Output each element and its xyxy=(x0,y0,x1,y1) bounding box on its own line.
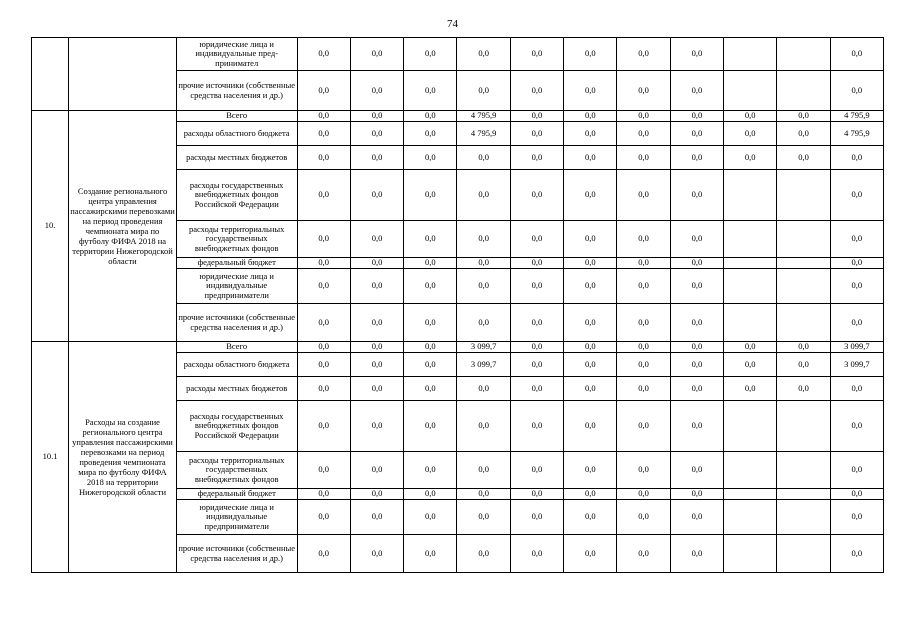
value-cell: 0,0 xyxy=(457,38,510,71)
value-cell: 0,0 xyxy=(724,342,777,353)
value-cell: 0,0 xyxy=(457,258,510,269)
value-cell: 0,0 xyxy=(670,377,723,401)
value-cell xyxy=(724,304,777,342)
value-cell: 0,0 xyxy=(564,221,617,258)
value-cell: 0,0 xyxy=(670,500,723,535)
value-cell xyxy=(724,170,777,221)
funding-source: расходы государственных внебюджетных фондов Российской Федерации xyxy=(176,401,297,452)
item-number xyxy=(32,38,69,111)
value-cell: 0,0 xyxy=(617,500,670,535)
value-cell: 0,0 xyxy=(350,342,403,353)
value-cell: 0,0 xyxy=(404,353,457,377)
value-cell: 4 795,9 xyxy=(457,122,510,146)
value-cell: 0,0 xyxy=(510,452,563,489)
value-cell: 0,0 xyxy=(510,146,563,170)
value-cell: 0,0 xyxy=(510,258,563,269)
value-cell: 0,0 xyxy=(350,71,403,111)
value-cell: 0,0 xyxy=(617,342,670,353)
value-cell: 0,0 xyxy=(724,353,777,377)
value-cell: 0,0 xyxy=(457,377,510,401)
value-cell: 0,0 xyxy=(777,377,830,401)
value-cell: 0,0 xyxy=(564,38,617,71)
value-cell: 0,0 xyxy=(350,535,403,573)
table-row xyxy=(32,342,884,353)
value-cell xyxy=(724,500,777,535)
value-cell: 0,0 xyxy=(350,401,403,452)
value-cell: 0,0 xyxy=(670,170,723,221)
value-cell: 0,0 xyxy=(350,221,403,258)
value-cell: 0,0 xyxy=(297,401,350,452)
value-cell: 0,0 xyxy=(404,304,457,342)
value-cell: 0,0 xyxy=(510,170,563,221)
value-cell: 0,0 xyxy=(457,452,510,489)
value-cell xyxy=(724,38,777,71)
value-cell: 0,0 xyxy=(830,38,883,71)
value-cell: 0,0 xyxy=(297,377,350,401)
value-cell: 0,0 xyxy=(617,170,670,221)
value-cell: 0,0 xyxy=(724,111,777,122)
value-cell xyxy=(777,401,830,452)
value-cell: 0,0 xyxy=(777,342,830,353)
value-cell: 0,0 xyxy=(564,500,617,535)
value-cell: 0,0 xyxy=(297,146,350,170)
value-cell: 0,0 xyxy=(830,500,883,535)
value-cell xyxy=(724,452,777,489)
funding-source: расходы областного бюджета xyxy=(176,353,297,377)
value-cell: 0,0 xyxy=(830,146,883,170)
value-cell: 0,0 xyxy=(564,71,617,111)
value-cell xyxy=(724,269,777,304)
value-cell: 0,0 xyxy=(297,38,350,71)
value-cell: 0,0 xyxy=(350,489,403,500)
value-cell: 0,0 xyxy=(457,500,510,535)
value-cell: 0,0 xyxy=(457,401,510,452)
value-cell: 0,0 xyxy=(457,170,510,221)
value-cell: 0,0 xyxy=(564,122,617,146)
value-cell: 0,0 xyxy=(830,377,883,401)
value-cell xyxy=(777,500,830,535)
value-cell: 0,0 xyxy=(564,353,617,377)
funding-source: прочие источники (собственные средства населения и др.) xyxy=(176,304,297,342)
value-cell: 0,0 xyxy=(617,535,670,573)
value-cell: 0,0 xyxy=(830,258,883,269)
value-cell: 0,0 xyxy=(830,221,883,258)
value-cell: 0,0 xyxy=(564,452,617,489)
item-number: 10. xyxy=(32,111,69,342)
value-cell xyxy=(724,489,777,500)
value-cell xyxy=(724,221,777,258)
value-cell: 0,0 xyxy=(510,304,563,342)
value-cell: 0,0 xyxy=(670,452,723,489)
value-cell: 0,0 xyxy=(404,401,457,452)
value-cell: 4 795,9 xyxy=(457,111,510,122)
value-cell: 0,0 xyxy=(670,489,723,500)
item-name: Создание регионального центра управления пассажирскими перевозками на период проведения чемпионата мира по футболу ФИФА 2018 на территории Нижегородской области xyxy=(69,111,177,342)
value-cell: 0,0 xyxy=(350,111,403,122)
value-cell: 0,0 xyxy=(404,377,457,401)
value-cell: 0,0 xyxy=(617,38,670,71)
funding-source: прочие источники (собственные средства населения и др.) xyxy=(176,71,297,111)
item-name xyxy=(69,38,177,111)
value-cell: 0,0 xyxy=(617,258,670,269)
value-cell: 0,0 xyxy=(830,489,883,500)
value-cell: 3 099,7 xyxy=(830,342,883,353)
value-cell: 0,0 xyxy=(297,170,350,221)
value-cell: 0,0 xyxy=(777,353,830,377)
value-cell: 0,0 xyxy=(564,535,617,573)
value-cell: 0,0 xyxy=(297,269,350,304)
value-cell: 0,0 xyxy=(830,401,883,452)
value-cell: 0,0 xyxy=(297,452,350,489)
value-cell: 0,0 xyxy=(510,353,563,377)
value-cell xyxy=(777,170,830,221)
value-cell: 0,0 xyxy=(510,500,563,535)
value-cell: 0,0 xyxy=(510,535,563,573)
value-cell: 0,0 xyxy=(777,146,830,170)
funding-source: Всего xyxy=(176,342,297,353)
value-cell: 0,0 xyxy=(564,258,617,269)
value-cell xyxy=(724,535,777,573)
value-cell xyxy=(777,71,830,111)
value-cell: 0,0 xyxy=(670,269,723,304)
value-cell: 0,0 xyxy=(404,170,457,221)
value-cell: 0,0 xyxy=(404,269,457,304)
value-cell: 0,0 xyxy=(297,71,350,111)
value-cell: 0,0 xyxy=(510,401,563,452)
value-cell: 4 795,9 xyxy=(830,122,883,146)
funding-source: юридические лица и индивидуальные пред-принимател xyxy=(176,38,297,71)
value-cell: 0,0 xyxy=(404,342,457,353)
value-cell: 0,0 xyxy=(350,304,403,342)
value-cell: 3 099,7 xyxy=(830,353,883,377)
item-name: Расходы на создание регионального центра управления пассажирскими перевозками на период проведения чемпионата мира по футболу ФИФА 2018 на территории Нижегородской области xyxy=(69,342,177,573)
funding-source: прочие источники (собственные средства населения и др.) xyxy=(176,535,297,573)
value-cell: 0,0 xyxy=(350,452,403,489)
value-cell: 0,0 xyxy=(564,489,617,500)
value-cell xyxy=(777,269,830,304)
funding-source: федеральный бюджет xyxy=(176,489,297,500)
value-cell: 0,0 xyxy=(670,38,723,71)
value-cell xyxy=(724,71,777,111)
value-cell: 0,0 xyxy=(404,38,457,71)
funding-source: расходы государственных внебюджетных фондов Российской Федерации xyxy=(176,170,297,221)
value-cell: 0,0 xyxy=(297,342,350,353)
value-cell: 0,0 xyxy=(404,221,457,258)
value-cell: 0,0 xyxy=(510,221,563,258)
value-cell xyxy=(724,401,777,452)
value-cell: 0,0 xyxy=(724,377,777,401)
value-cell: 0,0 xyxy=(670,342,723,353)
value-cell: 0,0 xyxy=(564,377,617,401)
item-number: 10.1 xyxy=(32,342,69,573)
value-cell: 0,0 xyxy=(830,304,883,342)
value-cell: 0,0 xyxy=(617,122,670,146)
value-cell: 0,0 xyxy=(457,221,510,258)
value-cell: 3 099,7 xyxy=(457,353,510,377)
funding-source: юридические лица и индивидуальные предприниматели xyxy=(176,500,297,535)
value-cell: 0,0 xyxy=(670,353,723,377)
value-cell: 0,0 xyxy=(564,304,617,342)
budget-table xyxy=(31,37,884,573)
value-cell: 0,0 xyxy=(830,535,883,573)
value-cell: 0,0 xyxy=(350,146,403,170)
value-cell: 0,0 xyxy=(350,258,403,269)
value-cell: 0,0 xyxy=(670,401,723,452)
value-cell: 0,0 xyxy=(617,71,670,111)
value-cell: 0,0 xyxy=(457,71,510,111)
value-cell: 0,0 xyxy=(297,221,350,258)
value-cell: 0,0 xyxy=(617,452,670,489)
value-cell: 0,0 xyxy=(670,146,723,170)
table-row xyxy=(32,111,884,122)
value-cell: 0,0 xyxy=(457,146,510,170)
value-cell: 0,0 xyxy=(564,269,617,304)
value-cell: 0,0 xyxy=(297,489,350,500)
value-cell: 0,0 xyxy=(404,489,457,500)
funding-source: расходы местных бюджетов xyxy=(176,377,297,401)
value-cell: 0,0 xyxy=(404,71,457,111)
value-cell: 0,0 xyxy=(670,258,723,269)
table-body xyxy=(32,38,884,573)
value-cell: 0,0 xyxy=(510,377,563,401)
value-cell: 0,0 xyxy=(350,170,403,221)
value-cell: 0,0 xyxy=(617,377,670,401)
value-cell: 0,0 xyxy=(670,304,723,342)
value-cell: 0,0 xyxy=(670,111,723,122)
value-cell: 0,0 xyxy=(564,146,617,170)
value-cell: 0,0 xyxy=(297,258,350,269)
value-cell: 0,0 xyxy=(777,111,830,122)
value-cell: 0,0 xyxy=(404,146,457,170)
funding-source: расходы местных бюджетов xyxy=(176,146,297,170)
value-cell: 0,0 xyxy=(777,122,830,146)
table-row xyxy=(32,38,884,71)
value-cell: 0,0 xyxy=(724,122,777,146)
value-cell: 0,0 xyxy=(404,122,457,146)
value-cell: 0,0 xyxy=(564,111,617,122)
value-cell: 0,0 xyxy=(617,111,670,122)
value-cell: 0,0 xyxy=(457,269,510,304)
value-cell: 0,0 xyxy=(670,71,723,111)
value-cell: 0,0 xyxy=(510,111,563,122)
value-cell: 0,0 xyxy=(617,146,670,170)
value-cell: 4 795,9 xyxy=(830,111,883,122)
value-cell: 0,0 xyxy=(297,111,350,122)
value-cell: 0,0 xyxy=(297,304,350,342)
value-cell: 0,0 xyxy=(617,489,670,500)
value-cell: 0,0 xyxy=(404,535,457,573)
funding-source: расходы территориальных государственных внебюджетных фондов xyxy=(176,221,297,258)
value-cell: 0,0 xyxy=(830,269,883,304)
value-cell: 0,0 xyxy=(617,353,670,377)
value-cell: 0,0 xyxy=(510,71,563,111)
value-cell: 0,0 xyxy=(510,269,563,304)
value-cell xyxy=(777,258,830,269)
value-cell xyxy=(777,535,830,573)
value-cell: 3 099,7 xyxy=(457,342,510,353)
value-cell: 0,0 xyxy=(617,221,670,258)
value-cell: 0,0 xyxy=(510,489,563,500)
value-cell: 0,0 xyxy=(297,535,350,573)
value-cell: 0,0 xyxy=(564,401,617,452)
value-cell: 0,0 xyxy=(457,304,510,342)
value-cell: 0,0 xyxy=(670,221,723,258)
value-cell xyxy=(777,221,830,258)
value-cell: 0,0 xyxy=(404,258,457,269)
value-cell: 0,0 xyxy=(350,38,403,71)
value-cell: 0,0 xyxy=(404,111,457,122)
value-cell: 0,0 xyxy=(350,377,403,401)
value-cell: 0,0 xyxy=(350,500,403,535)
value-cell: 0,0 xyxy=(350,269,403,304)
value-cell: 0,0 xyxy=(830,71,883,111)
value-cell: 0,0 xyxy=(350,353,403,377)
value-cell: 0,0 xyxy=(670,122,723,146)
value-cell: 0,0 xyxy=(830,170,883,221)
value-cell xyxy=(777,38,830,71)
value-cell: 0,0 xyxy=(297,353,350,377)
value-cell: 0,0 xyxy=(617,401,670,452)
value-cell: 0,0 xyxy=(297,500,350,535)
value-cell: 0,0 xyxy=(564,170,617,221)
value-cell: 0,0 xyxy=(830,452,883,489)
value-cell: 0,0 xyxy=(724,146,777,170)
funding-source: расходы областного бюджета xyxy=(176,122,297,146)
value-cell: 0,0 xyxy=(457,489,510,500)
value-cell: 0,0 xyxy=(510,122,563,146)
funding-source: Всего xyxy=(176,111,297,122)
funding-source: федеральный бюджет xyxy=(176,258,297,269)
page-number: 74 xyxy=(447,18,458,30)
value-cell: 0,0 xyxy=(457,535,510,573)
value-cell xyxy=(777,489,830,500)
value-cell: 0,0 xyxy=(510,38,563,71)
funding-source: юридические лица и индивидуальные предприниматели xyxy=(176,269,297,304)
value-cell: 0,0 xyxy=(404,500,457,535)
value-cell xyxy=(777,452,830,489)
value-cell: 0,0 xyxy=(617,269,670,304)
value-cell: 0,0 xyxy=(617,304,670,342)
funding-source: расходы территориальных государственных внебюджетных фондов xyxy=(176,452,297,489)
value-cell: 0,0 xyxy=(670,535,723,573)
value-cell: 0,0 xyxy=(510,342,563,353)
value-cell: 0,0 xyxy=(350,122,403,146)
value-cell xyxy=(724,258,777,269)
value-cell xyxy=(777,304,830,342)
value-cell: 0,0 xyxy=(297,122,350,146)
value-cell: 0,0 xyxy=(564,342,617,353)
value-cell: 0,0 xyxy=(404,452,457,489)
